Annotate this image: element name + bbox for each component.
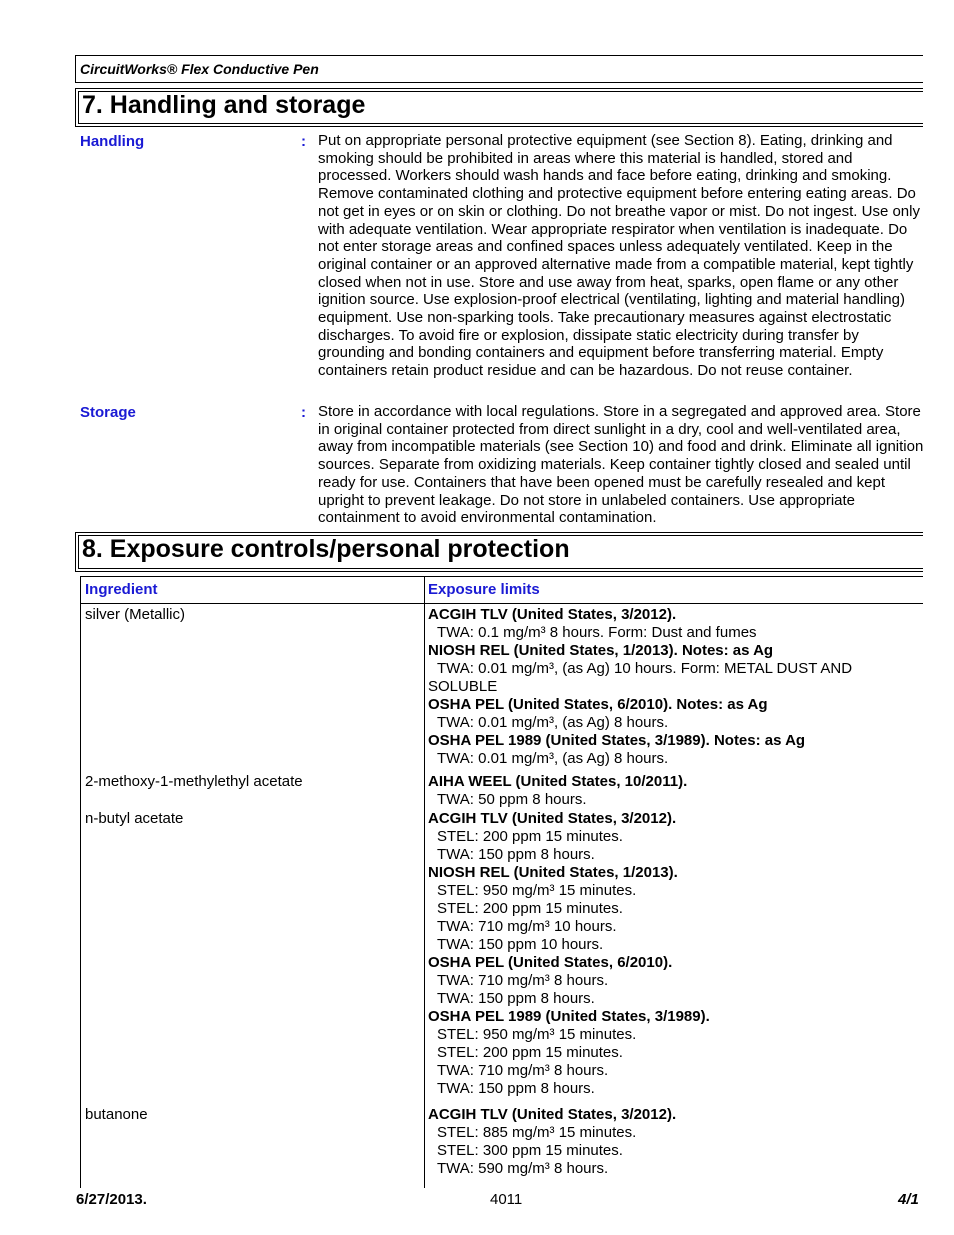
limit-source: AIHA WEEL (United States, 10/2011). [428,773,688,790]
ingredient-name: butanone [85,1106,148,1123]
limit-value: TWA: 150 ppm 8 hours. [437,846,595,863]
storage-colon: : [301,404,306,421]
limit-value: STEL: 950 mg/m³ 15 minutes. [437,882,637,899]
exposure-limits [428,606,923,768]
limit-source: ACGIH TLV (United States, 3/2012). [428,1106,677,1123]
handling-label: Handling [80,133,145,150]
limit-source: OSHA PEL (United States, 6/2010). [428,954,673,971]
limit-value: STEL: 200 ppm 15 minutes. [437,828,623,845]
limit-value: TWA: 150 ppm 8 hours. [437,990,595,1007]
limit-value: TWA: 150 ppm 10 hours. [437,936,604,953]
page-number: 4/1 [898,1191,919,1208]
limit-value: TWA: 150 ppm 8 hours. [437,1080,595,1097]
exposure-limits [428,1106,923,1178]
handling-text: Put on appropriate personal protective equipment (see Section 8). Eating, drinking and smoking should be prohibited in areas where this material is handled, stored and processed. Workers should wash hands and face before eating, drinking and smoking. Remove contaminated clothing and protective equipment before entering eating areas. Do not get in eyes or on skin or clothing. Do not breathe vapor or mist. Do not ingest. Use only with adequate ventilation. Wear appropriate respirator when ventilation is inadequate. Do not enter storage areas and confined spaces unless adequately ventilated. Keep in the original container or an approved alternative made from a compatible material, kept tightly closed when not in use. Store and use away from heat, sparks, open flame or any other ignition source. Use explosion-proof electrical (ventilating, lighting and material handling) equipment. Use non-sparking tools. Take precautionary measures against electrostatic discharges. To avoid fire or explosion, dissipate static electricity during transfer by grounding and bonding containers and equipment before transferring material. Empty containers retain product residue and can be hazardous. Do not reuse container. [318,132,920,380]
revision-date: 6/27/2013. [76,1191,147,1208]
limit-value: TWA: 590 mg/m³ 8 hours. [437,1160,609,1177]
limit-value: STEL: 200 ppm 15 minutes. [437,1044,623,1061]
limit-value: STEL: 300 ppm 15 minutes. [437,1142,623,1159]
limit-source: OSHA PEL (United States, 6/2010). Notes: as Ag [428,696,768,713]
ingredient-name: silver (Metallic) [85,606,186,623]
limit-source: NIOSH REL (United States, 1/2013). Notes: as Ag [428,642,774,659]
limit-source: OSHA PEL 1989 (United States, 3/1989). Notes: as Ag [428,732,806,749]
exposure-limits [428,810,923,1098]
limit-value: STEL: 885 mg/m³ 15 minutes. [437,1124,637,1141]
column-divider [424,577,425,1188]
limit-value: TWA: 710 mg/m³ 8 hours. [437,972,609,989]
limit-source: ACGIH TLV (United States, 3/2012). [428,810,677,827]
exposure-limits [428,773,923,809]
limit-value: TWA: 710 mg/m³ 8 hours. [437,1062,609,1079]
header-divider [81,603,923,604]
section-8-title: 8. Exposure controls/personal protection [82,535,570,563]
limit-value: TWA: 0.01 mg/m³, (as Ag) 10 hours. Form: METAL DUST AND SOLUBLE [428,660,853,695]
limit-value: TWA: 50 ppm 8 hours. [437,791,587,808]
limit-value: TWA: 0.01 mg/m³, (as Ag) 8 hours. [437,750,669,767]
ingredient-name: 2-methoxy-1-methylethyl acetate [85,773,303,790]
exposure-limits-table [80,576,923,1188]
limit-value: TWA: 0.01 mg/m³, (as Ag) 8 hours. [437,714,669,731]
limit-source: OSHA PEL 1989 (United States, 3/1989). [428,1008,710,1025]
limit-value: TWA: 0.1 mg/m³ 8 hours. Form: Dust and fumes [437,624,757,641]
limit-source: ACGIH TLV (United States, 3/2012). [428,606,677,623]
limit-source: NIOSH REL (United States, 1/2013). [428,864,678,881]
limit-value: STEL: 200 ppm 15 minutes. [437,900,623,917]
storage-label: Storage [80,404,136,421]
section-8-header [75,532,923,572]
section-7-header [75,88,923,127]
ingredient-name: n-butyl acetate [85,810,184,827]
limit-value: TWA: 710 mg/m³ 10 hours. [437,918,617,935]
handling-colon: : [301,133,306,150]
document-header [75,55,923,83]
section-7-title: 7. Handling and storage [82,91,366,119]
limits-column-header: Exposure limits [428,581,540,598]
ingredient-column-header: Ingredient [85,581,158,598]
limit-value: STEL: 950 mg/m³ 15 minutes. [437,1026,637,1043]
document-code: 4011 [490,1191,523,1208]
product-name: CircuitWorks® Flex Conductive Pen [80,61,319,77]
storage-text: Store in accordance with local regulations. Store in a segregated and approved area. Store in original container protected from direct sunlight in a dry, cool and well-ventilated area, away from incompatible materials (see Section 10) and food and drink. Eliminate all ignition sources. Separate from oxidizing materials. Keep container tightly closed and sealed until ready for use. Containers that have been opened must be carefully resealed and kept upright to prevent leakage. Do not store in unlabeled containers. Use appropriate containment to avoid environmental contamination. [318,403,924,527]
